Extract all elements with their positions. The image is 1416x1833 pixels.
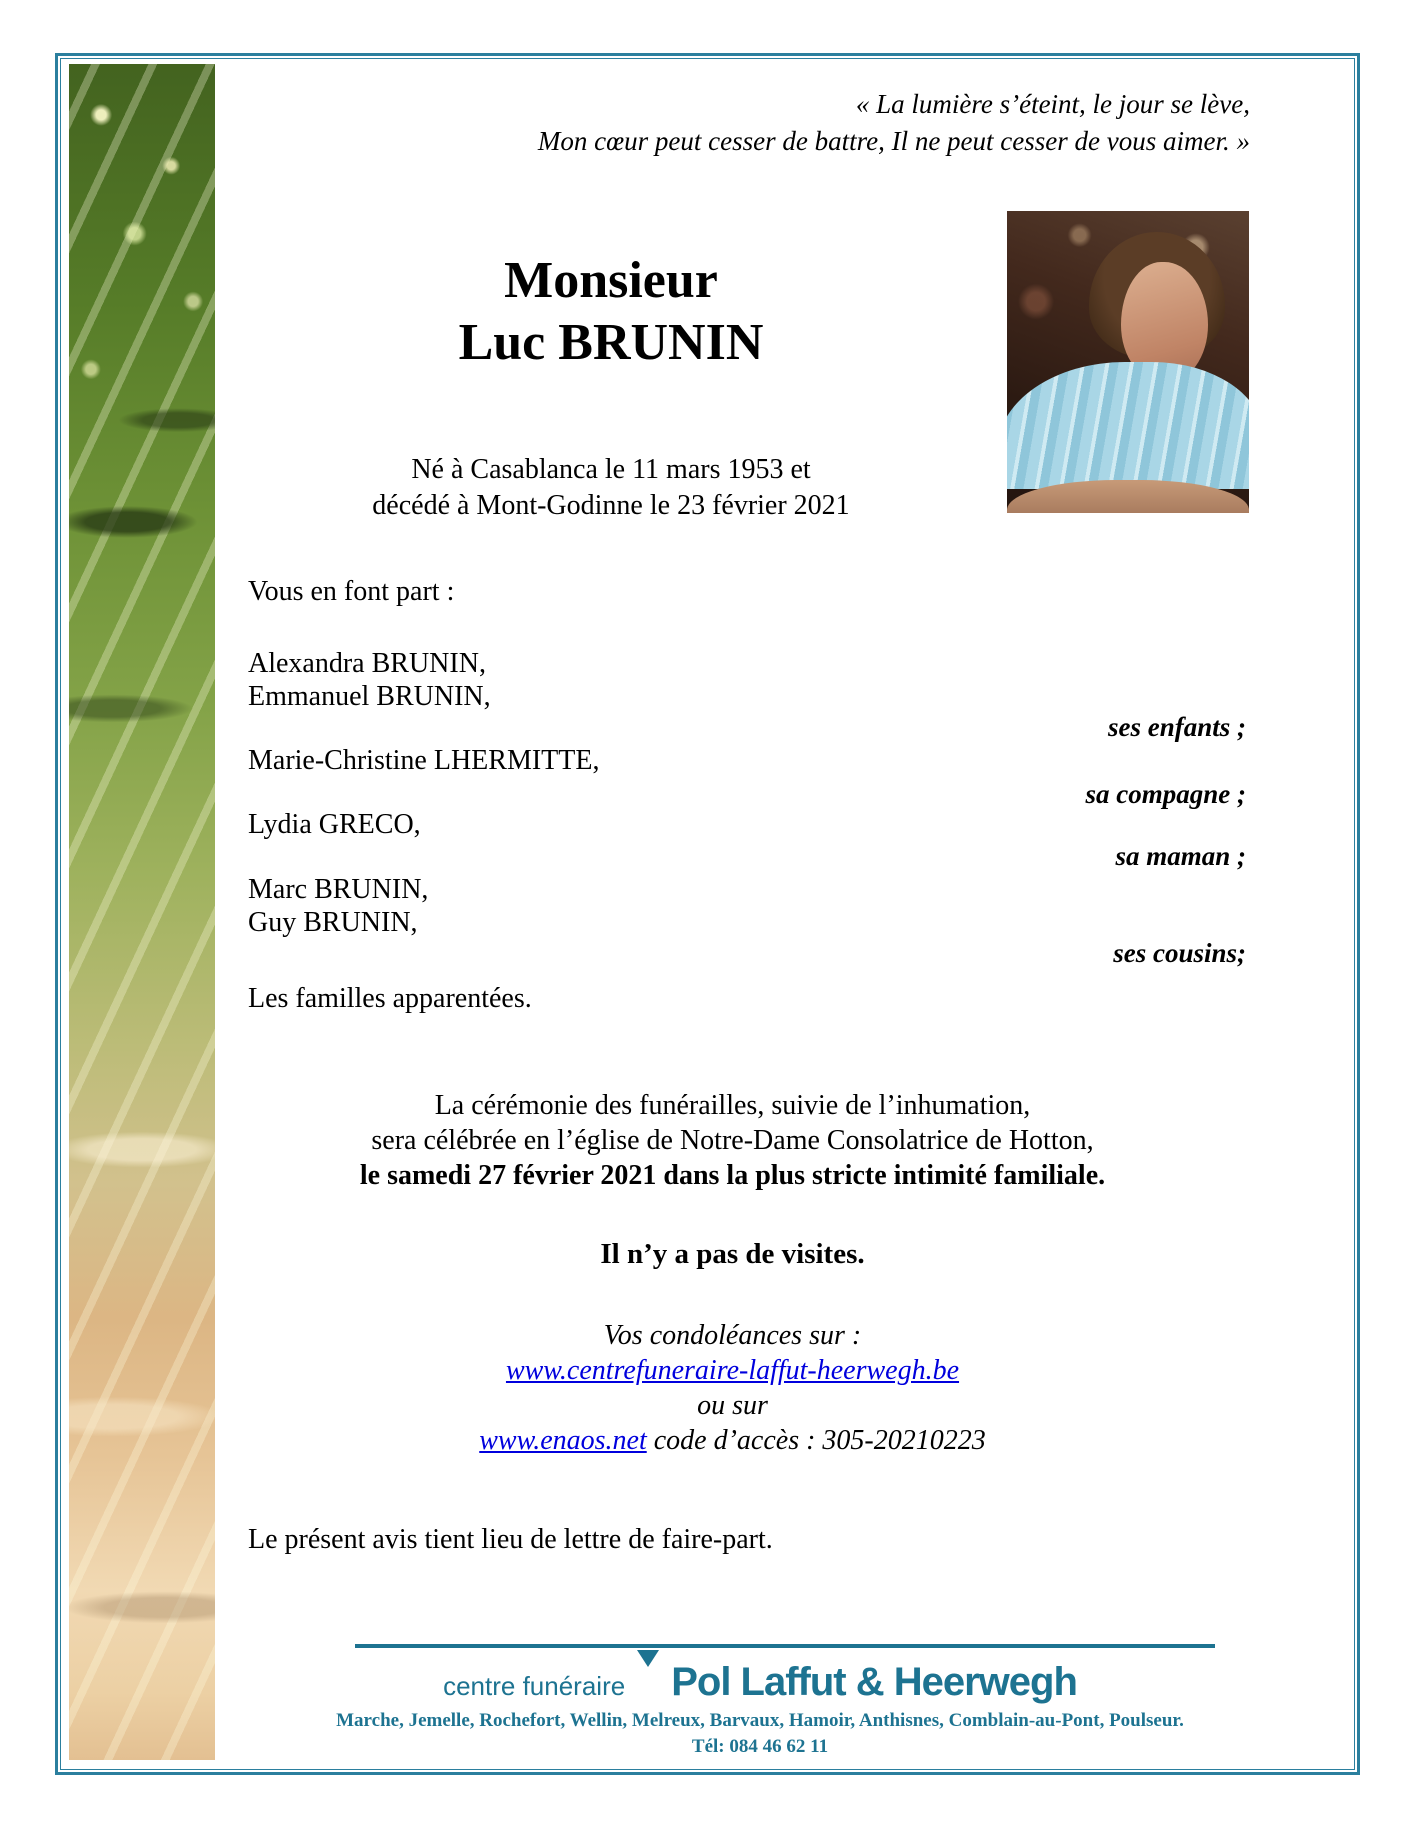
footer-phone: Tél: 084 46 62 11	[691, 1736, 829, 1757]
ceremony-line-1: La cérémonie des funérailles, suivie de l’inhumation,	[434, 1090, 1031, 1121]
visits-notice: Il n’y a pas de visites.	[600, 1238, 865, 1270]
footer-divider-line	[355, 1644, 1215, 1648]
ceremony-line-2: sera célébrée en l’église de Notre-Dame Consolatrice de Hotton,	[371, 1125, 1094, 1156]
brand-prefix: centre funéraire	[443, 1671, 626, 1701]
death-line: décédé à Mont-Godinne le 23 février 2021	[372, 490, 850, 521]
family-member: Marie-Christine LHERMITTE,	[248, 745, 600, 776]
family-relation: ses enfants ;	[1107, 712, 1246, 742]
condolences-block	[215, 1318, 1250, 1458]
condolences-or-label: ou sur	[697, 1390, 768, 1421]
family-member: Alexandra BRUNIN,	[248, 648, 486, 679]
memorial-quote	[538, 86, 1250, 160]
deceased-dates-block	[215, 452, 1007, 524]
legal-notice: Le présent avis tient lieu de lettre de faire-part.	[248, 1524, 773, 1555]
deceased-title: Monsieur	[504, 252, 718, 309]
family-member: Marc BRUNIN,	[248, 874, 429, 905]
down-triangle-icon	[637, 1650, 659, 1667]
family-relation: ses cousins;	[1113, 938, 1246, 968]
footer-locations: Marche, Jemelle, Rochefort, Wellin, Melreux, Barvaux, Hamoir, Anthisnes, Comblain-au-Pont, Poulseur.	[336, 1710, 1184, 1731]
family-member: Emmanuel BRUNIN,	[248, 681, 491, 712]
ceremony-line-3: le samedi 27 février 2021 dans la plus stricte intimité familiale.	[359, 1160, 1106, 1191]
condolences-website-link[interactable]: www.centrefuneraire-laffut-heerwegh.be	[505, 1355, 960, 1386]
birth-line: Né à Casablanca le 11 mars 1953 et	[411, 454, 811, 485]
portrait-shirt	[1007, 362, 1249, 489]
quote-line-1: « La lumière s’éteint, le jour se lève,	[855, 89, 1250, 119]
access-code-text: code d’accès : 305-20210223	[653, 1425, 986, 1456]
condolences-intro: Vos condoléances sur :	[603, 1320, 862, 1351]
quote-line-2: Mon cœur peut cesser de battre, Il ne peut cesser de vous aimer. »	[537, 126, 1250, 156]
deceased-name: Luc BRUNIN	[458, 314, 764, 371]
brand-name: Pol Laffut & Heerwegh	[671, 1660, 1077, 1704]
ceremony-block	[215, 1088, 1250, 1193]
forest-path-photo	[69, 64, 215, 1760]
family-closing: Les familles apparentées.	[248, 983, 532, 1014]
family-member: Guy BRUNIN,	[248, 907, 418, 938]
family-relation: sa compagne ;	[1085, 779, 1246, 809]
deceased-title-block	[215, 250, 1007, 374]
funeral-home-logo	[163, 1660, 1357, 1705]
portrait-photo	[1007, 211, 1249, 513]
enaos-website-link[interactable]: www.enaos.net	[479, 1425, 647, 1456]
family-member: Lydia GRECO,	[248, 809, 421, 840]
family-relation: sa maman ;	[1115, 841, 1246, 871]
family-intro: Vous en font part :	[248, 576, 455, 607]
